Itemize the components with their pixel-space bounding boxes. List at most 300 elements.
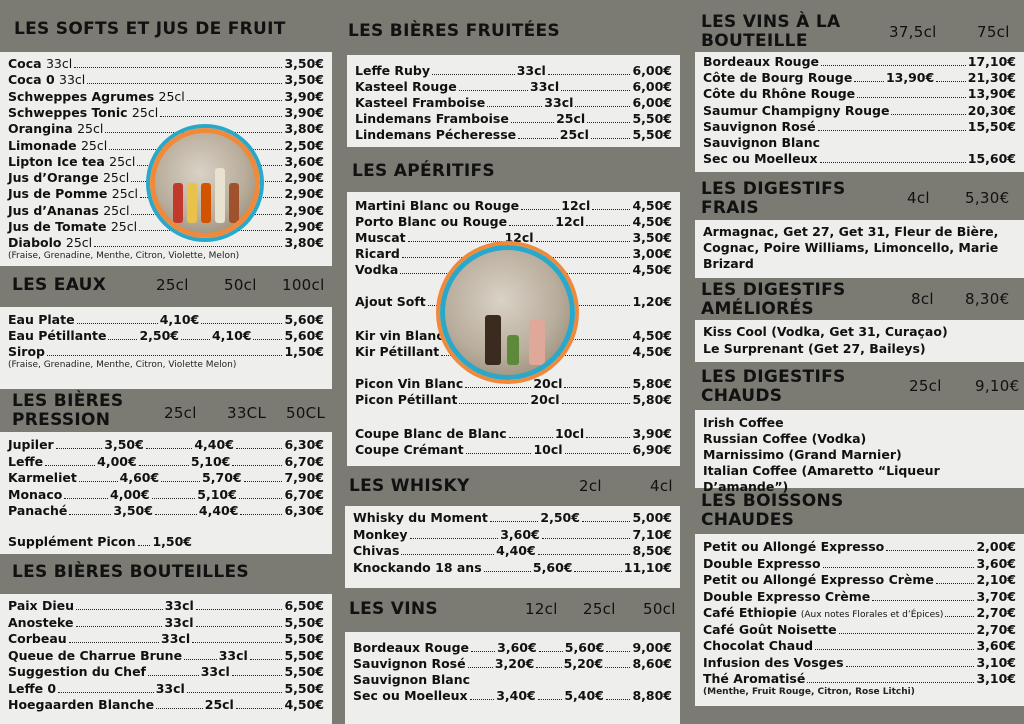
pression-item-name: Leffe [8, 453, 44, 469]
section-title-whisky [349, 477, 679, 496]
vin-bouteille-dots-0 [857, 97, 966, 98]
boisson-chaude-name [703, 605, 943, 620]
bouteille-item-row [8, 598, 324, 614]
bouteille-item-dots [76, 609, 163, 610]
soft-item-price: 2,90€ [284, 219, 324, 234]
bouteille-item-name [8, 681, 56, 696]
vin-bouteille-price-p2: 15,50€ [967, 118, 1016, 134]
panel-eaux [0, 307, 332, 389]
bouteille-item-price: 5,50€ [284, 631, 325, 646]
vin-bouteille-price-p2: 17,10€ [967, 54, 1016, 69]
aperitif-item-name [355, 376, 463, 391]
vin-bouteille-dots-0 [818, 130, 966, 131]
vin-item-dots-0 [468, 667, 493, 668]
boisson-chaude-row [703, 638, 1016, 654]
vin-item-dots-2 [605, 667, 630, 668]
pression-item-price-p2: 5,70€ [202, 470, 242, 485]
boisson-chaude-price: 3,10€ [976, 654, 1016, 670]
whisky-item-price-p1: 5,60€ [532, 559, 573, 575]
whisky-item-name: Monkey [353, 526, 408, 542]
soft-item-price: 2,90€ [284, 186, 324, 202]
boisson-chaude-dots [839, 633, 975, 634]
aperitif-item-unit: 12cl [555, 214, 585, 229]
fruitee-item-unit: 33cl [516, 63, 546, 78]
boisson-chaude-name-text: Thé Aromatisé [703, 671, 806, 686]
aperitif-item-name [355, 262, 398, 277]
soft-item-row [8, 56, 324, 72]
vin-bouteille-dots-0 [821, 65, 966, 66]
vins-title-text: LES VINS [349, 599, 438, 619]
pression-title-line2: PRESSION [12, 410, 111, 430]
aperitif-item-unit: 20cl [533, 376, 563, 391]
whisky-item-price-p1: 2,50€ [540, 510, 580, 525]
aperitif-item-price: 6,90€ [632, 442, 673, 457]
bouteille-item-unit: 33cl [200, 664, 230, 679]
bouteille-item-dots2 [250, 659, 283, 660]
fruitee-item-unit: 33cl [544, 95, 574, 110]
boisson-chaude-name-text: Double Expresso [703, 555, 821, 571]
soft-item-unit: 25cl [110, 219, 138, 234]
fruitee-item-dots2 [587, 122, 630, 123]
pression-item-dots-1 [161, 481, 200, 482]
aperitif-item-name-text: Kir vin Blanc [355, 328, 444, 343]
soft-item-unit: 25cl [158, 88, 185, 104]
whisky-item-name: Whisky du Moment [353, 510, 488, 525]
soft-item-name-text: Schweppes Agrumes [8, 88, 155, 104]
aperitif-item-name [355, 214, 507, 229]
aperitif-item-price: 3,00€ [632, 246, 673, 261]
whisky-item-dots-1 [582, 521, 631, 522]
soft-item-unit: 25cl [111, 186, 139, 202]
section-title-vins-bouteille [701, 13, 1021, 51]
fruitee-item-unit: 33cl [530, 79, 560, 94]
vin-item-price-p2: 5,60€ [564, 640, 605, 655]
vin-item-dots-0 [471, 651, 495, 652]
soft-item-name-text: Diabolo [8, 235, 62, 251]
boisson-chaude-dots [815, 649, 974, 650]
eau-item-dots-1 [201, 323, 282, 324]
section-title-eaux [12, 276, 332, 295]
eau-item-dots-1 [181, 339, 210, 340]
bouteille-item-name-text: Corbeau [8, 631, 67, 646]
boissons-chaudes-title-line2: CHAUDES [701, 510, 795, 530]
digestif-chaud-3: Marnissimo (Grand Marnier) [703, 447, 902, 462]
eau-item-dots-0 [77, 323, 158, 324]
bouteille-item-dots [76, 626, 163, 627]
soft-item-unit: 33cl [45, 56, 73, 71]
boisson-chaude-name [703, 589, 870, 604]
pression-item-price-p3: 6,30€ [284, 437, 324, 452]
pression-item-row [8, 437, 324, 453]
vin-bouteille-price-p2: 13,90€ [967, 86, 1016, 102]
pression-item-price-p2: 4,40€ [194, 437, 234, 452]
whisky-item-dots-0 [401, 554, 494, 555]
vin-item-name: Sauvignon Blanc [353, 672, 471, 687]
soft-item-unit: 25cl [103, 202, 130, 218]
vin-bouteille-name: Saumur Champigny Rouge [703, 102, 890, 118]
aperitif-item-name-text: Ajout Soft [355, 294, 426, 309]
soft-item-unit: 25cl [77, 121, 104, 137]
boisson-chaude-name-text: Double Expresso Crème [703, 588, 871, 604]
vins-bouteille-title-line2: BOUTEILLE [701, 31, 808, 51]
bouteille-item-price: 5,50€ [284, 664, 324, 679]
vin-item-price-p3: 8,60€ [632, 656, 672, 671]
soft-item-unit: 25cl [131, 104, 159, 120]
pression-item-dots-2 [240, 514, 282, 515]
boisson-chaude-price: 2,10€ [976, 572, 1016, 587]
whisky-title-text: LES WHISKY [349, 476, 470, 496]
whisky-item-dots-1 [574, 571, 621, 572]
pression-item-price-p3: 6,70€ [284, 486, 325, 502]
bouteille-item-row [8, 648, 324, 664]
fruitee-item-dots2 [575, 106, 630, 107]
pression-item-dots-0 [56, 448, 103, 449]
vin-item-price-p2: 5,40€ [564, 688, 604, 703]
aperitif-item-dots [459, 403, 528, 404]
boisson-chaude-dots [846, 666, 975, 667]
boisson-chaude-dots [807, 682, 974, 683]
whisky-item-row [353, 510, 672, 526]
soft-item-name [8, 72, 85, 87]
pression-col-25cl: 25cl [164, 404, 197, 422]
whisky-item-price-p2: 11,10€ [623, 559, 672, 575]
aperitif-item-name [355, 344, 439, 359]
soft-item-name [8, 154, 135, 169]
eau-item-row [8, 312, 324, 328]
panel-vins-bouteille [695, 52, 1024, 172]
digestifs-frais-col-4cl: 4cl [907, 189, 930, 207]
soft-item-price: 3,50€ [284, 72, 324, 88]
fruitee-item-price: 5,50€ [632, 111, 672, 126]
digestifs-ameliores-col-8cl: 8cl [911, 290, 934, 308]
vin-item-price-p1: 3,40€ [496, 688, 536, 703]
bouteille-item-unit: 33cl [218, 647, 248, 663]
section-title-bouteilles: LES BIÈRES BOUTEILLES [12, 562, 249, 582]
pression-item-dots-0 [45, 465, 95, 466]
soft-item-price: 3,50€ [284, 56, 324, 71]
pression-item-dots-2 [244, 481, 283, 482]
soft-item-name [8, 121, 103, 136]
eau-item-price-p1: 4,10€ [211, 328, 252, 343]
bouteille-item-dots [148, 675, 199, 676]
pression-item-name: Monaco [8, 486, 63, 502]
aperitif-item-dots2 [562, 403, 631, 404]
whisky-item-name: Knockando 18 ans [353, 559, 482, 575]
fruitee-item-name-text: Lindemans Pécheresse [355, 127, 517, 142]
fruitee-item-name [355, 79, 457, 94]
eaux-note: (Fraise, Grenadine, Menthe, Citron, Violette Melon) [8, 360, 237, 370]
aperitif-item-name-text: Coupe Blanc de Blanc [355, 426, 507, 441]
vin-item-row [353, 672, 672, 688]
panel-whisky [345, 506, 680, 588]
bouteille-item-dots2 [187, 692, 283, 693]
aperitif-item-name [355, 392, 457, 407]
vins-bouteille-col-37cl: 37,5cl [889, 23, 937, 41]
aperitif-item-name [355, 246, 400, 261]
boisson-chaude-name [703, 556, 821, 571]
soft-item-price: 2,90€ [284, 202, 324, 218]
eau-item-dots-2 [253, 339, 282, 340]
soft-item-name-text: Jus de Tomate [8, 219, 107, 234]
bouteille-item-unit: 33cl [155, 680, 185, 696]
vin-item-dots-1 [539, 651, 563, 652]
fruitee-item-price: 6,00€ [632, 63, 673, 78]
fruitee-item-price: 5,50€ [632, 127, 673, 142]
section-title-fruitees: LES BIÈRES FRUITÉES [348, 21, 560, 41]
soft-item-price: 3,60€ [284, 153, 324, 169]
section-title-vins [349, 600, 679, 619]
bouteille-item-name-text: Suggestion du Chef [8, 664, 147, 679]
digestifs-frais-title-line1: LES DIGESTIFS [701, 179, 846, 199]
aperitif-item-name [355, 230, 406, 245]
eau-item-price-p0: 2,50€ [139, 328, 179, 343]
aperitif-item-name-text: Kir Pétillant [355, 344, 440, 359]
bouteille-item-price: 5,50€ [284, 647, 324, 663]
pression-item-dots-1 [146, 448, 193, 449]
fruitee-item-dots [487, 106, 542, 107]
bouteille-item-unit: 33cl [164, 614, 194, 630]
soft-item-dots [87, 83, 282, 84]
vin-bouteille-row [703, 119, 1016, 135]
bouteille-item-price: 6,50€ [284, 598, 325, 613]
aperitif-item-price: 4,50€ [632, 198, 673, 213]
section-title-digestifs-frais [701, 180, 1021, 218]
fruitee-item-name [355, 63, 430, 78]
bouteille-item-name [8, 598, 74, 613]
vins-col-50cl: 50cl [643, 600, 676, 618]
pression-item-dots-0 [64, 498, 108, 499]
pression-item-dots-2 [232, 465, 282, 466]
boisson-chaude-name-text: Infusion des Vosges [703, 654, 844, 670]
aperitif-item-price: 4,50€ [632, 214, 673, 229]
soft-item-name [8, 186, 138, 201]
vin-bouteille-dots-0 [854, 81, 884, 82]
digestifs-frais-list: Armagnac, Get 27, Get 31, Fleur de Bière, Cognac, Poire Williams, Limoncello, Marie Brizard [703, 224, 999, 271]
aperitif-item-row [355, 392, 672, 408]
aperitif-item-name-text: Martini Blanc ou Rouge [355, 198, 520, 213]
vin-item-price-p3: 8,80€ [632, 688, 673, 703]
eaux-col-50cl: 50cl [224, 276, 257, 294]
soft-item-row [8, 105, 324, 121]
aperitif-item-name-text: Vodka [355, 262, 399, 277]
whisky-item-dots-0 [490, 521, 539, 522]
fruitee-item-price: 6,00€ [632, 95, 672, 110]
soft-item-name-text: Jus de Pomme [8, 186, 108, 202]
aperitif-item-price: 5,80€ [632, 376, 673, 391]
boisson-chaude-row [703, 655, 1016, 671]
aperitif-item-dots2 [536, 241, 631, 242]
pression-item-price-p2: 4,40€ [198, 503, 239, 518]
panel-digestifs-ameliores [695, 320, 1024, 362]
vin-item-row [353, 688, 672, 704]
pression-item-price-p1: 4,00€ [110, 486, 150, 502]
soft-item-price: 3,90€ [284, 104, 324, 120]
pression-item-price-p1: 3,50€ [113, 503, 153, 518]
pression-item-dots-1 [155, 514, 197, 515]
aperitif-item-dots2 [592, 209, 630, 210]
soft-item-name-text: Lipton Ice tea [8, 153, 105, 169]
pression-item-row [8, 470, 324, 486]
bouteille-item-name-text: Paix Dieu [8, 598, 74, 613]
vin-item-dots-2 [606, 651, 630, 652]
aperitif-item-unit: 20cl [530, 392, 560, 407]
vin-bouteille-name: Côte du Rhône Rouge [703, 86, 856, 102]
aperitif-item-name [355, 294, 426, 309]
soft-item-price: 3,90€ [284, 88, 324, 104]
whisky-item-row [353, 543, 672, 559]
pression-item-price-p3: 6,70€ [284, 453, 325, 469]
eau-item-name: Eau Plate [8, 312, 75, 327]
boisson-chaude-row [703, 589, 1016, 605]
vin-item-name: Bordeaux Rouge [353, 640, 469, 655]
boisson-chaude-name [703, 572, 934, 587]
boisson-chaude-row [703, 572, 1016, 588]
soft-item-name [8, 89, 185, 104]
vin-item-row [353, 640, 672, 656]
digestif-le-surprenant: Le Surprenant (Get 27, Baileys) [703, 341, 926, 356]
eau-item-price-p1: 4,10€ [159, 312, 200, 327]
panel-vins [345, 632, 680, 724]
vin-item-dots-0 [470, 699, 495, 700]
vin-bouteille-dots-0 [820, 162, 966, 163]
bouteille-item-dots [69, 642, 159, 643]
bouteille-item-name-text: Anosteke [8, 614, 74, 630]
eau-item-price-p0: 1,50€ [284, 344, 324, 359]
whisky-item-name: Chivas [353, 543, 400, 558]
boisson-chaude-price: 2,00€ [976, 539, 1016, 554]
section-title-boissons-chaudes [701, 492, 844, 530]
bouteille-item-unit: 33cl [164, 598, 194, 613]
vin-item-dots-1 [538, 699, 563, 700]
whisky-item-price-p1: 4,40€ [496, 543, 536, 558]
whisky-item-dots-1 [538, 554, 631, 555]
bouteille-item-name [8, 615, 74, 630]
fruitee-item-price: 6,00€ [632, 79, 672, 94]
boisson-chaude-price: 3,10€ [976, 671, 1016, 686]
panel-digestifs-chauds [695, 410, 1024, 494]
soft-item-name-text: Limonade [8, 137, 77, 153]
bouteille-item-row [8, 615, 324, 631]
digestifs-ameliores-title-line1: LES DIGESTIFS [701, 280, 846, 300]
eaux-title-text: LES EAUX [12, 275, 107, 295]
bouteille-item-name [8, 664, 146, 679]
bouteille-item-dots2 [236, 708, 283, 709]
aperitif-item-name-text: Porto Blanc ou Rouge [355, 214, 508, 229]
soft-item-name [8, 170, 129, 185]
soft-item-unit: 33cl [59, 72, 86, 88]
aperitif-item-name-text: Picon Vin Blanc [355, 376, 464, 391]
vins-col-12cl: 12cl [525, 600, 558, 618]
eaux-col-100cl: 100cl [282, 276, 325, 294]
supplement-picon-row [8, 534, 192, 550]
whisky-item-row [353, 560, 672, 576]
bouteille-item-price: 5,50€ [284, 614, 324, 630]
soft-item-unit: 25cl [80, 137, 108, 153]
boisson-chaude-price: 3,60€ [976, 638, 1016, 653]
vins-bouteille-col-75cl: 75cl [977, 23, 1010, 41]
bouteille-item-name-text: Hoegaarden Blanche [8, 697, 155, 712]
bouteille-item-unit: 25cl [204, 697, 234, 712]
vins-bouteille-title-line1: LES VINS À LA [701, 12, 841, 32]
boisson-chaude-row [703, 539, 1016, 555]
soft-item-name-text: Coca [8, 56, 42, 71]
boisson-chaude-name-text: Chocolat Chaud [703, 638, 814, 653]
pression-item-name: Karmeliet [8, 470, 77, 485]
boisson-chaude-name [703, 638, 813, 653]
aperitif-item-dots [509, 437, 553, 438]
aperitif-item-price: 3,90€ [632, 426, 673, 441]
aperitif-item-dots2 [552, 355, 630, 356]
whisky-item-dots-1 [542, 538, 631, 539]
digestifs-ameliores-title-line2: AMÉLIORÉS [701, 299, 814, 319]
fruitee-item-row [355, 63, 672, 79]
whisky-item-dots-0 [484, 571, 531, 572]
aperitif-item-unit: 12cl [561, 198, 591, 213]
pression-item-price-p3: 6,30€ [284, 503, 324, 518]
bouteille-item-dots2 [196, 609, 283, 610]
eau-item-price-p2: 5,60€ [284, 328, 324, 343]
vin-item-name: Sec ou Moelleux [353, 688, 468, 703]
aperitif-item-price: 3,50€ [632, 230, 672, 245]
aperitif-item-row [355, 426, 672, 442]
supplement-picon-price: 1,50€ [152, 534, 192, 549]
whisky-item-price-p2: 7,10€ [632, 526, 672, 542]
vin-item-row [353, 656, 672, 672]
soft-item-dots [160, 116, 282, 117]
eau-item-row [8, 328, 324, 344]
eau-item-dots-0 [47, 355, 282, 356]
pression-item-row [8, 503, 324, 519]
fruitee-item-row [355, 127, 672, 143]
aperitif-item-dots [465, 387, 531, 388]
pression-item-price-p2: 5,10€ [197, 486, 237, 502]
fruitee-item-dots2 [591, 138, 631, 139]
bouteille-item-unit: 33cl [161, 631, 191, 646]
section-title-digestifs-ameliores [701, 281, 1021, 319]
aperitif-item-name-text: Muscat [355, 230, 406, 245]
pression-title-line1: LES BIÈRES [12, 391, 124, 411]
column-2 [345, 0, 685, 724]
vin-item-dots-1 [536, 667, 561, 668]
aperitif-item-price: 4,50€ [632, 262, 673, 277]
aperitif-photo-circle [440, 245, 575, 380]
fruitee-item-name-text: Kasteel Rouge [355, 79, 457, 94]
pression-item-price-p3: 7,90€ [284, 470, 324, 485]
vin-item-price-p1: 3,60€ [497, 640, 537, 655]
fruitee-item-dots [432, 74, 515, 75]
digestifs-frais-title-line2: FRAIS [701, 198, 759, 218]
aperitif-item-name [355, 328, 444, 343]
boisson-chaude-dots [886, 550, 974, 551]
digestif-chaud-4: Italian Coffee (Amaretto “Liqueur D’amande”) [703, 463, 940, 494]
eau-item-name: Sirop [8, 344, 45, 359]
vin-bouteille-price-p2: 20,30€ [967, 102, 1016, 118]
eau-item-name: Eau Pétillante [8, 328, 107, 343]
bouteille-item-dots2 [232, 675, 283, 676]
soft-item-row [8, 89, 324, 105]
aperitif-item-unit: 12cl [504, 230, 534, 245]
soft-item-price: 3,80€ [284, 121, 324, 137]
vin-bouteille-row [703, 135, 1016, 151]
vin-item-dots-2 [606, 699, 631, 700]
soft-item-name-text: Coca 0 [8, 72, 55, 88]
pression-item-price-p2: 5,10€ [190, 453, 231, 469]
aperitif-item-price: 5,80€ [632, 392, 672, 407]
digestif-chaud-2: Russian Coffee (Vodka) [703, 431, 867, 446]
soft-item-price: 3,80€ [284, 235, 324, 251]
bouteille-item-row [8, 681, 324, 697]
vin-bouteille-row [703, 151, 1016, 167]
